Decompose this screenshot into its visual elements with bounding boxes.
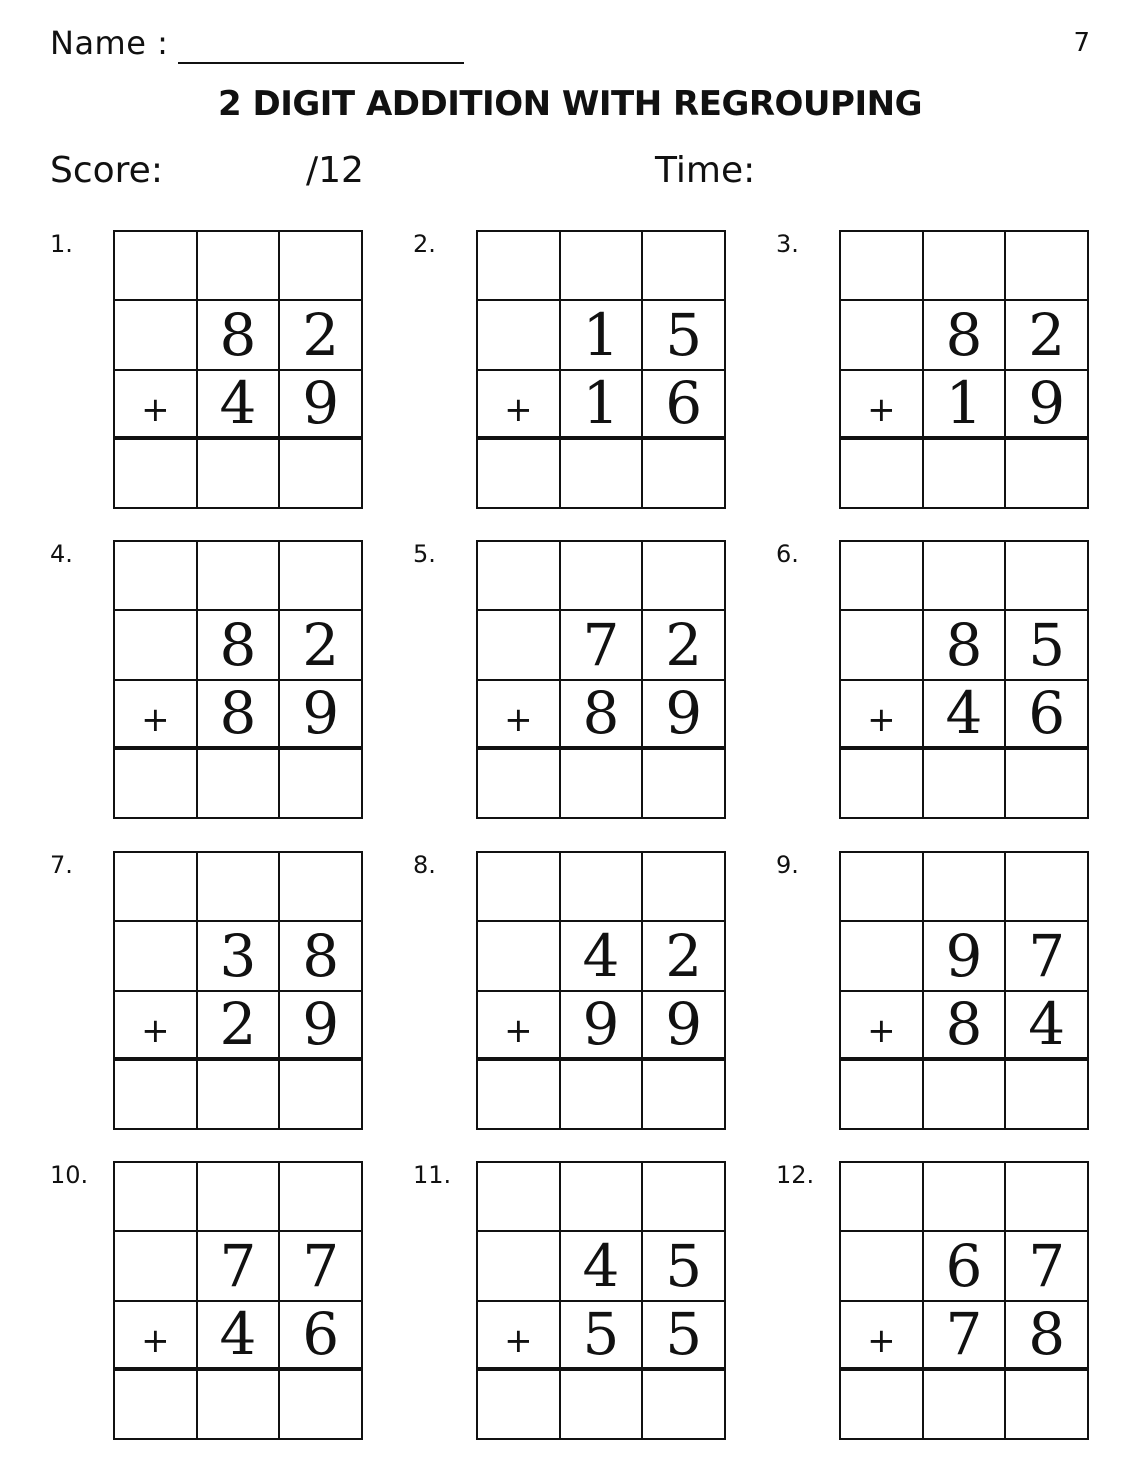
bottom-ones-digit: 9 bbox=[280, 992, 363, 1061]
top-tens-digit: 3 bbox=[198, 922, 281, 991]
addition-grid bbox=[839, 851, 1089, 1130]
bottom-ones-digit: 6 bbox=[1006, 681, 1089, 750]
addition-grid bbox=[839, 540, 1089, 819]
carry-tens-box[interactable] bbox=[198, 1163, 281, 1232]
top-hundreds-cell bbox=[115, 1232, 198, 1301]
problem-7 bbox=[50, 851, 370, 1131]
answer-tens-box[interactable] bbox=[561, 1061, 644, 1130]
bottom-tens-digit: 4 bbox=[198, 1302, 281, 1371]
top-tens-digit: 1 bbox=[561, 301, 644, 370]
problem-number: 10. bbox=[50, 1161, 89, 1189]
carry-tens-box[interactable] bbox=[924, 853, 1007, 922]
plus-sign: + bbox=[841, 1302, 924, 1371]
plus-sign: + bbox=[115, 992, 198, 1061]
top-ones-digit: 8 bbox=[280, 922, 363, 991]
carry-tens-box[interactable] bbox=[924, 1163, 1007, 1232]
top-tens-digit: 9 bbox=[924, 922, 1007, 991]
bottom-ones-digit: 9 bbox=[280, 681, 363, 750]
plus-sign: + bbox=[478, 371, 561, 440]
problem-number: 11. bbox=[413, 1161, 452, 1189]
top-tens-digit: 8 bbox=[198, 611, 281, 680]
top-ones-digit: 2 bbox=[280, 611, 363, 680]
answer-hundreds-box[interactable] bbox=[115, 750, 198, 819]
addition-grid bbox=[839, 230, 1089, 509]
answer-tens-box[interactable] bbox=[924, 1371, 1007, 1440]
bottom-ones-digit: 6 bbox=[643, 371, 726, 440]
score-label: Score: bbox=[50, 150, 163, 191]
problem-2 bbox=[413, 230, 733, 510]
answer-hundreds-box[interactable] bbox=[841, 1371, 924, 1440]
top-ones-digit: 2 bbox=[643, 611, 726, 680]
problem-number: 5. bbox=[413, 540, 436, 568]
addition-grid bbox=[113, 540, 363, 819]
carry-ones-box[interactable] bbox=[643, 232, 726, 301]
top-hundreds-cell bbox=[841, 611, 924, 680]
top-tens-digit: 7 bbox=[561, 611, 644, 680]
top-hundreds-cell bbox=[841, 1232, 924, 1301]
carry-tens-box[interactable] bbox=[198, 542, 281, 611]
carry-ones-box[interactable] bbox=[280, 853, 363, 922]
carry-ones-box[interactable] bbox=[1006, 853, 1089, 922]
problem-11 bbox=[413, 1161, 733, 1441]
top-tens-digit: 8 bbox=[924, 301, 1007, 370]
problem-9 bbox=[776, 851, 1096, 1131]
problem-number: 12. bbox=[776, 1161, 815, 1189]
top-tens-digit: 8 bbox=[198, 301, 281, 370]
carry-hundreds-box[interactable] bbox=[115, 1163, 198, 1232]
answer-ones-box[interactable] bbox=[643, 750, 726, 819]
answer-tens-box[interactable] bbox=[198, 1061, 281, 1130]
carry-tens-box[interactable] bbox=[561, 232, 644, 301]
bottom-ones-digit: 5 bbox=[643, 1302, 726, 1371]
answer-ones-box[interactable] bbox=[1006, 750, 1089, 819]
carry-hundreds-box[interactable] bbox=[115, 232, 198, 301]
top-tens-digit: 7 bbox=[198, 1232, 281, 1301]
top-ones-digit: 5 bbox=[643, 1232, 726, 1301]
top-ones-digit: 2 bbox=[1006, 301, 1089, 370]
carry-tens-box[interactable] bbox=[924, 232, 1007, 301]
top-hundreds-cell bbox=[478, 611, 561, 680]
answer-hundreds-box[interactable] bbox=[841, 440, 924, 509]
bottom-tens-digit: 7 bbox=[924, 1302, 1007, 1371]
problem-1 bbox=[50, 230, 370, 510]
top-hundreds-cell bbox=[478, 301, 561, 370]
carry-hundreds-box[interactable] bbox=[115, 542, 198, 611]
top-ones-digit: 2 bbox=[280, 301, 363, 370]
problem-number: 8. bbox=[413, 851, 436, 879]
bottom-tens-digit: 1 bbox=[561, 371, 644, 440]
answer-hundreds-box[interactable] bbox=[841, 1061, 924, 1130]
answer-hundreds-box[interactable] bbox=[478, 1371, 561, 1440]
top-ones-digit: 7 bbox=[1006, 1232, 1089, 1301]
plus-sign: + bbox=[841, 992, 924, 1061]
carry-hundreds-box[interactable] bbox=[841, 232, 924, 301]
top-ones-digit: 5 bbox=[1006, 611, 1089, 680]
carry-hundreds-box[interactable] bbox=[478, 232, 561, 301]
answer-ones-box[interactable] bbox=[280, 440, 363, 509]
top-tens-digit: 4 bbox=[561, 922, 644, 991]
answer-tens-box[interactable] bbox=[924, 1061, 1007, 1130]
bottom-tens-digit: 2 bbox=[198, 992, 281, 1061]
bottom-tens-digit: 1 bbox=[924, 371, 1007, 440]
answer-tens-box[interactable] bbox=[198, 440, 281, 509]
top-hundreds-cell bbox=[841, 301, 924, 370]
top-hundreds-cell bbox=[115, 611, 198, 680]
addition-grid bbox=[476, 851, 726, 1130]
plus-sign: + bbox=[115, 1302, 198, 1371]
top-tens-digit: 6 bbox=[924, 1232, 1007, 1301]
problem-number: 2. bbox=[413, 230, 436, 258]
problem-12 bbox=[776, 1161, 1096, 1441]
page-title: 2 DIGIT ADDITION WITH REGROUPING bbox=[218, 84, 922, 124]
top-hundreds-cell bbox=[478, 1232, 561, 1301]
bottom-ones-digit: 8 bbox=[1006, 1302, 1089, 1371]
time-label: Time: bbox=[655, 150, 756, 191]
problem-10 bbox=[50, 1161, 370, 1441]
answer-tens-box[interactable] bbox=[561, 1371, 644, 1440]
answer-tens-box[interactable] bbox=[198, 750, 281, 819]
problem-number: 3. bbox=[776, 230, 799, 258]
carry-ones-box[interactable] bbox=[1006, 232, 1089, 301]
answer-tens-box[interactable] bbox=[561, 750, 644, 819]
top-hundreds-cell bbox=[115, 301, 198, 370]
plus-sign: + bbox=[115, 681, 198, 750]
top-tens-digit: 4 bbox=[561, 1232, 644, 1301]
problem-6 bbox=[776, 540, 1096, 820]
bottom-tens-digit: 4 bbox=[924, 681, 1007, 750]
bottom-ones-digit: 4 bbox=[1006, 992, 1089, 1061]
addition-grid bbox=[113, 851, 363, 1130]
problem-number: 1. bbox=[50, 230, 73, 258]
top-hundreds-cell bbox=[841, 922, 924, 991]
answer-ones-box[interactable] bbox=[280, 750, 363, 819]
carry-ones-box[interactable] bbox=[1006, 1163, 1089, 1232]
top-ones-digit: 5 bbox=[643, 301, 726, 370]
answer-ones-box[interactable] bbox=[280, 1371, 363, 1440]
problem-number: 9. bbox=[776, 851, 799, 879]
carry-tens-box[interactable] bbox=[561, 542, 644, 611]
carry-hundreds-box[interactable] bbox=[841, 853, 924, 922]
bottom-ones-digit: 9 bbox=[643, 992, 726, 1061]
bottom-tens-digit: 5 bbox=[561, 1302, 644, 1371]
answer-tens-box[interactable] bbox=[924, 440, 1007, 509]
carry-hundreds-box[interactable] bbox=[841, 542, 924, 611]
top-ones-digit: 7 bbox=[1006, 922, 1089, 991]
bottom-ones-digit: 9 bbox=[280, 371, 363, 440]
carry-hundreds-box[interactable] bbox=[478, 542, 561, 611]
answer-hundreds-box[interactable] bbox=[478, 1061, 561, 1130]
addition-grid bbox=[476, 230, 726, 509]
carry-ones-box[interactable] bbox=[1006, 542, 1089, 611]
answer-ones-box[interactable] bbox=[1006, 1061, 1089, 1130]
bottom-tens-digit: 8 bbox=[924, 992, 1007, 1061]
answer-tens-box[interactable] bbox=[198, 1371, 281, 1440]
plus-sign: + bbox=[841, 681, 924, 750]
addition-grid bbox=[113, 230, 363, 509]
bottom-tens-digit: 9 bbox=[561, 992, 644, 1061]
bottom-tens-digit: 4 bbox=[198, 371, 281, 440]
page-number: 7 bbox=[1073, 28, 1090, 58]
answer-ones-box[interactable] bbox=[643, 1371, 726, 1440]
plus-sign: + bbox=[478, 992, 561, 1061]
plus-sign: + bbox=[115, 371, 198, 440]
carry-tens-box[interactable] bbox=[198, 232, 281, 301]
top-hundreds-cell bbox=[478, 922, 561, 991]
answer-ones-box[interactable] bbox=[643, 1061, 726, 1130]
problem-8 bbox=[413, 851, 733, 1131]
carry-ones-box[interactable] bbox=[643, 853, 726, 922]
answer-hundreds-box[interactable] bbox=[115, 440, 198, 509]
name-blank-line[interactable] bbox=[178, 62, 464, 64]
addition-grid bbox=[476, 540, 726, 819]
score-total: /12 bbox=[306, 150, 364, 191]
top-ones-digit: 7 bbox=[280, 1232, 363, 1301]
carry-tens-box[interactable] bbox=[198, 853, 281, 922]
answer-hundreds-box[interactable] bbox=[115, 1061, 198, 1130]
answer-ones-box[interactable] bbox=[1006, 440, 1089, 509]
top-hundreds-cell bbox=[115, 922, 198, 991]
answer-tens-box[interactable] bbox=[924, 750, 1007, 819]
bottom-tens-digit: 8 bbox=[198, 681, 281, 750]
top-tens-digit: 8 bbox=[924, 611, 1007, 680]
problem-3 bbox=[776, 230, 1096, 510]
plus-sign: + bbox=[478, 1302, 561, 1371]
carry-tens-box[interactable] bbox=[561, 853, 644, 922]
bottom-tens-digit: 8 bbox=[561, 681, 644, 750]
carry-ones-box[interactable] bbox=[280, 542, 363, 611]
answer-ones-box[interactable] bbox=[1006, 1371, 1089, 1440]
addition-grid bbox=[476, 1161, 726, 1440]
carry-ones-box[interactable] bbox=[280, 1163, 363, 1232]
bottom-ones-digit: 6 bbox=[280, 1302, 363, 1371]
answer-hundreds-box[interactable] bbox=[478, 750, 561, 819]
bottom-ones-digit: 9 bbox=[1006, 371, 1089, 440]
answer-tens-box[interactable] bbox=[561, 440, 644, 509]
addition-grid bbox=[839, 1161, 1089, 1440]
carry-tens-box[interactable] bbox=[924, 542, 1007, 611]
carry-ones-box[interactable] bbox=[643, 542, 726, 611]
problem-number: 7. bbox=[50, 851, 73, 879]
name-label: Name : bbox=[50, 24, 169, 62]
carry-hundreds-box[interactable] bbox=[115, 853, 198, 922]
addition-grid bbox=[113, 1161, 363, 1440]
plus-sign: + bbox=[841, 371, 924, 440]
answer-hundreds-box[interactable] bbox=[841, 750, 924, 819]
carry-hundreds-box[interactable] bbox=[478, 1163, 561, 1232]
carry-ones-box[interactable] bbox=[643, 1163, 726, 1232]
problem-5 bbox=[413, 540, 733, 820]
answer-ones-box[interactable] bbox=[643, 440, 726, 509]
carry-tens-box[interactable] bbox=[561, 1163, 644, 1232]
problem-4 bbox=[50, 540, 370, 820]
answer-hundreds-box[interactable] bbox=[115, 1371, 198, 1440]
answer-hundreds-box[interactable] bbox=[478, 440, 561, 509]
answer-ones-box[interactable] bbox=[280, 1061, 363, 1130]
carry-ones-box[interactable] bbox=[280, 232, 363, 301]
bottom-ones-digit: 9 bbox=[643, 681, 726, 750]
plus-sign: + bbox=[478, 681, 561, 750]
top-ones-digit: 2 bbox=[643, 922, 726, 991]
carry-hundreds-box[interactable] bbox=[841, 1163, 924, 1232]
carry-hundreds-box[interactable] bbox=[478, 853, 561, 922]
problem-number: 6. bbox=[776, 540, 799, 568]
problem-number: 4. bbox=[50, 540, 73, 568]
